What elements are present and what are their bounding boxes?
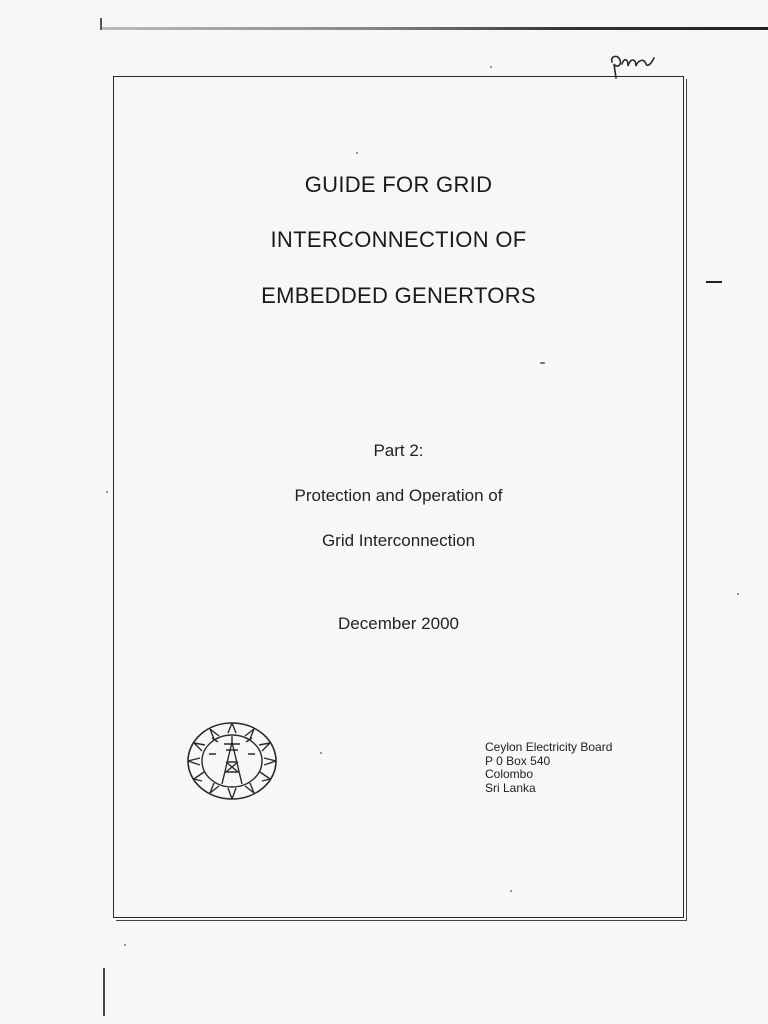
publisher-address: [485, 741, 612, 795]
scan-left-mark: [103, 968, 105, 1016]
address-line-country: Sri Lanka: [485, 780, 536, 795]
address-line-po-box: P 0 Box 540: [485, 753, 551, 768]
ceb-seal-logo: [182, 718, 284, 804]
subtitle-line-1: Protection and Operation of: [294, 486, 503, 505]
scan-speck: [124, 944, 126, 946]
address-line-organization: Ceylon Electricity Board: [485, 740, 613, 754]
subtitle-line-2: Grid Interconnection: [321, 531, 476, 550]
scan-top-edge: [100, 27, 768, 30]
scan-speck: [106, 491, 108, 493]
document-date: December 2000: [338, 614, 459, 633]
title-line-3: EMBEDDED GENERTORS: [261, 283, 536, 308]
scan-speck: [737, 593, 739, 595]
part-label: Part 2:: [373, 441, 424, 460]
title-line-1: GUIDE FOR GRID: [304, 172, 493, 197]
scan-corner-tick: [100, 18, 102, 30]
address-line-city: Colombo: [485, 767, 534, 781]
title-line-2: INTERCONNECTION OF: [270, 227, 527, 252]
scan-speck: [490, 66, 492, 68]
scan-right-dash: [706, 281, 722, 283]
